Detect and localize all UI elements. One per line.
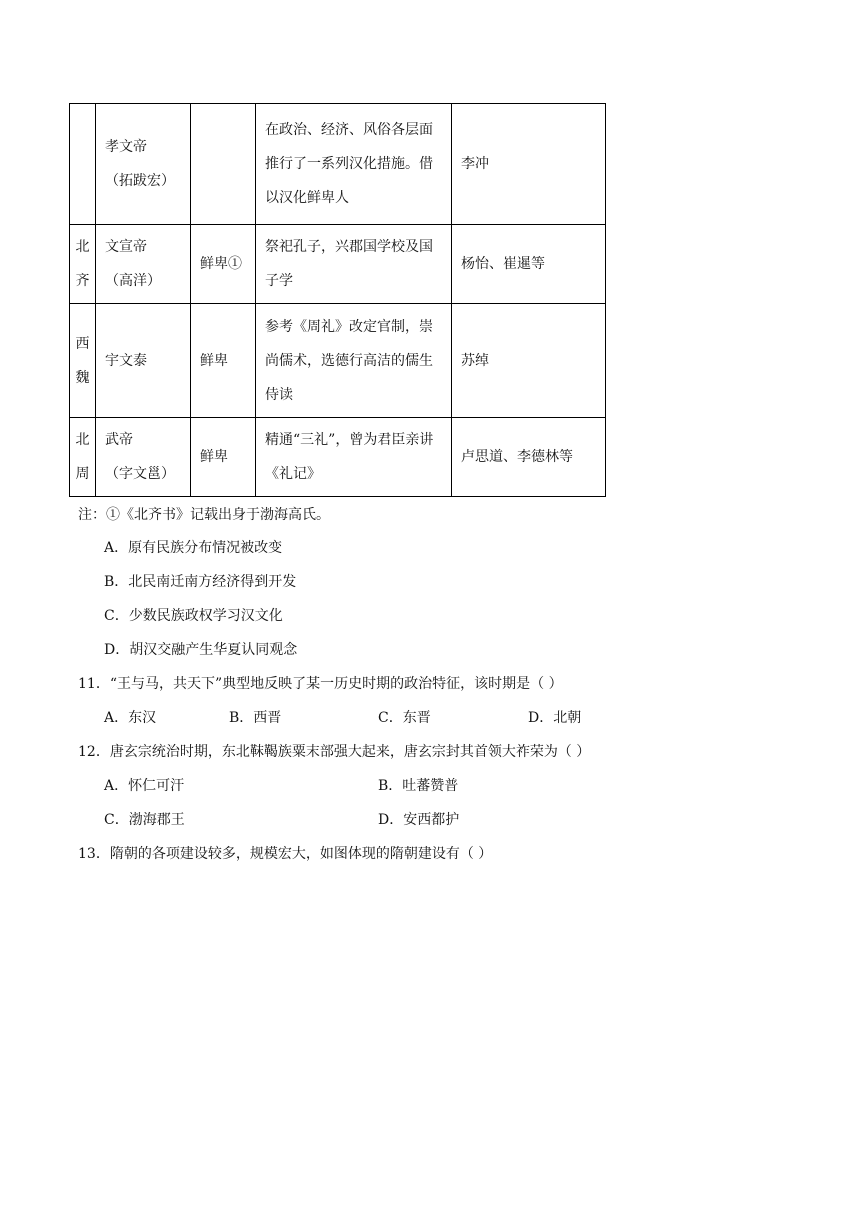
ministers-cell: 李冲: [452, 104, 606, 225]
dynasty-cell: 北 周: [70, 418, 96, 497]
q10-option-a: A．原有民族分布情况被改变: [104, 540, 283, 556]
emperor-cell: 文宣帝 （高洋）: [96, 225, 191, 304]
dynasty-cell: 西 魏: [70, 304, 96, 418]
q10-option-c: C．少数民族政权学习汉文化: [104, 608, 283, 624]
table-row: [70, 104, 606, 225]
dynasty-cell: [70, 104, 96, 225]
q11-option-a: A．东汉: [104, 710, 157, 726]
dynasty-cell: 北 齐: [70, 225, 96, 304]
ethnicity-cell: 鲜卑①: [191, 225, 256, 304]
measures-cell: 祭祀孔子，兴郡国学校及国子学: [256, 225, 452, 304]
q12-stem: 12．唐玄宗统治时期，东北靺鞨族粟末部强大起来，唐玄宗封其首领大祚荣为（ ）: [78, 744, 591, 760]
ethnicity-cell: [191, 104, 256, 225]
q12-option-c: C．渤海郡王: [104, 812, 185, 828]
table-row: [70, 225, 606, 304]
emperor-cell: 宇文泰: [96, 304, 191, 418]
ethnicity-cell: 鲜卑: [191, 304, 256, 418]
q11-option-c: C．东晋: [378, 710, 431, 726]
q11-option-d: D．北朝: [528, 710, 582, 726]
table-note: 注：①《北齐书》记载出身于渤海高氏。: [78, 507, 330, 523]
q10-option-d: D．胡汉交融产生华夏认同观念: [104, 642, 298, 658]
table-row: [70, 304, 606, 418]
measures-cell: 参考《周礼》改定官制，崇尚儒术，选德行高洁的儒生侍读: [256, 304, 452, 418]
q12-option-d: D．安西都护: [378, 812, 460, 828]
table-row: [70, 418, 606, 497]
emperor-cell: 武帝 （字文邕）: [96, 418, 191, 497]
measures-cell: 精通“三礼”，曾为君臣亲讲《礼记》: [256, 418, 452, 497]
ministers-cell: 卢思道、李德林等: [452, 418, 606, 497]
q10-option-b: B．北民南迁南方经济得到开发: [104, 574, 297, 590]
history-table: [69, 103, 606, 497]
q11-option-b: B．西晋: [229, 710, 282, 726]
ministers-cell: 杨怡、崔暹等: [452, 225, 606, 304]
emperor-cell: 孝文帝 （拓跋宏）: [96, 104, 191, 225]
ethnicity-cell: 鲜卑: [191, 418, 256, 497]
ministers-cell: 苏绰: [452, 304, 606, 418]
q12-option-a: A．怀仁可汗: [104, 778, 185, 794]
q12-option-b: B．吐蕃赞普: [378, 778, 459, 794]
measures-cell: 在政治、经济、风俗各层面推行了一系列汉化措施。借以汉化鲜卑人: [256, 104, 452, 225]
q13-stem: 13．隋朝的各项建设较多，规模宏大，如图体现的隋朝建设有（ ）: [78, 846, 493, 862]
q11-stem: 11．“王与马，共天下”典型地反映了某一历史时期的政治特征，该时期是（ ）: [78, 676, 563, 692]
